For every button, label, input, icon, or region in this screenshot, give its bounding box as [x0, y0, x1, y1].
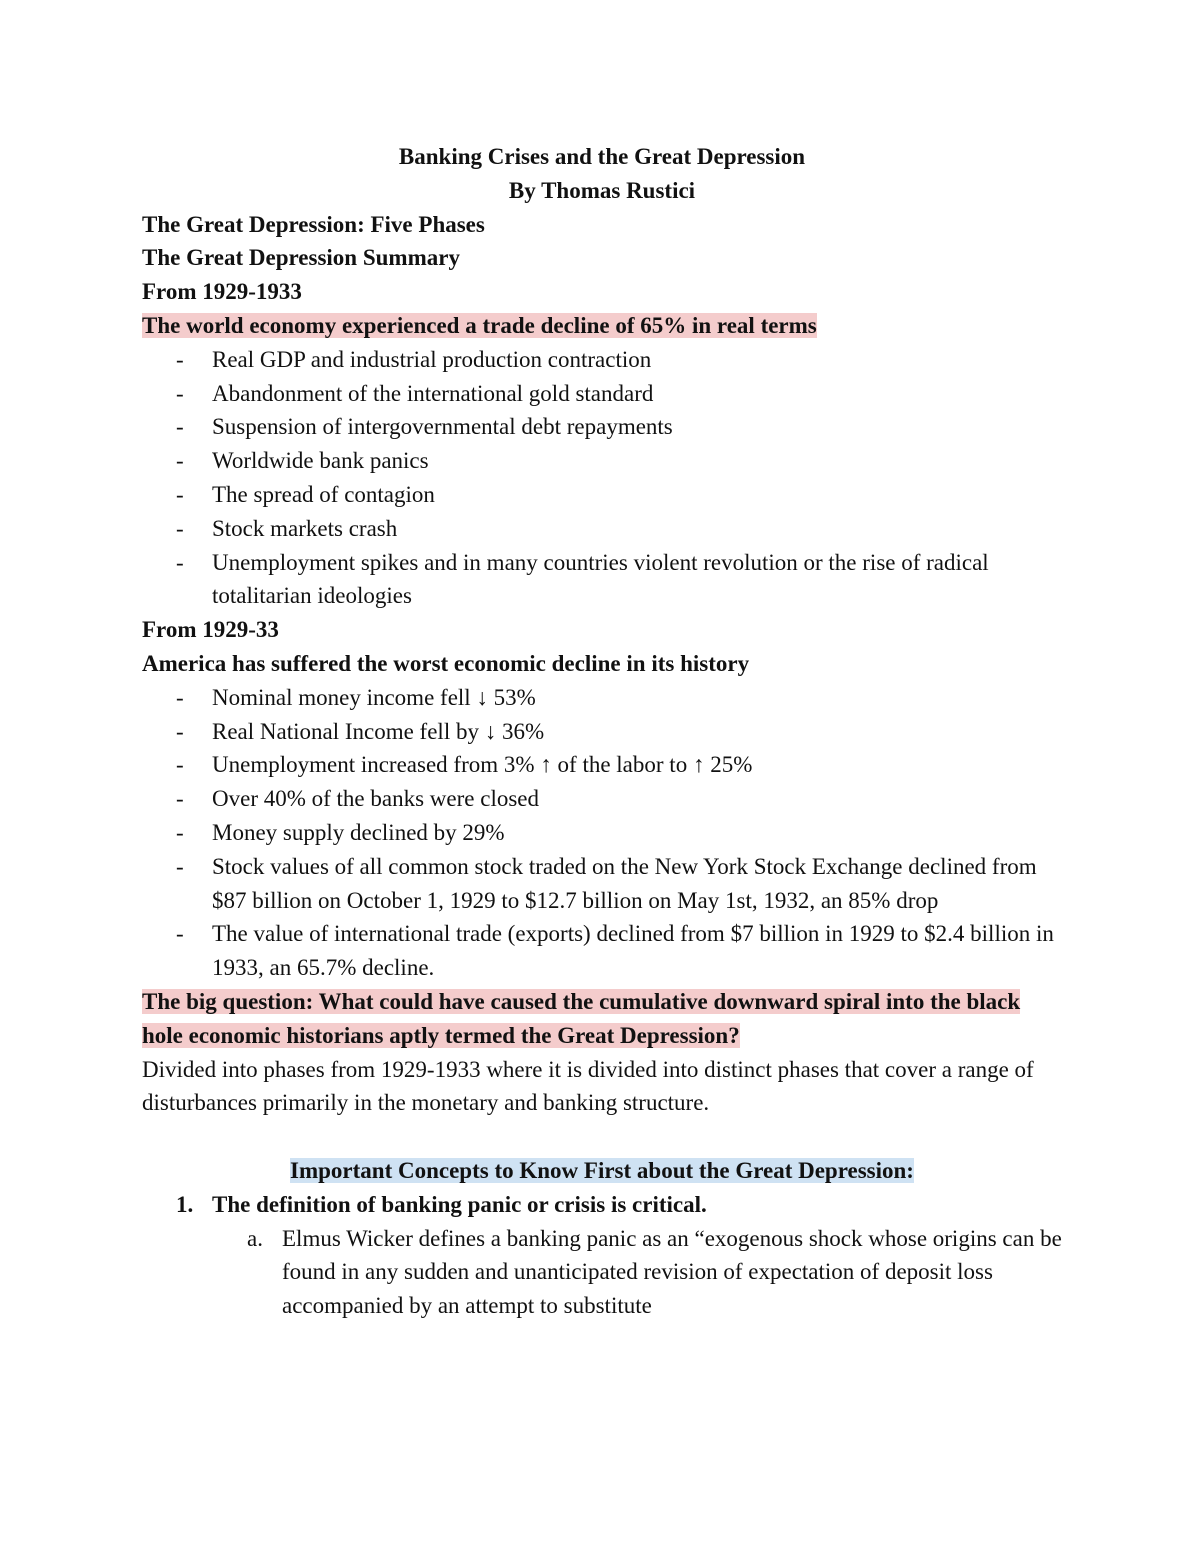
list-item [142, 1188, 1062, 1323]
list-item [142, 343, 1062, 377]
document-page [142, 140, 1062, 1323]
heading-five-phases: The Great Depression: Five Phases [142, 211, 485, 237]
list-item-text: Stock values of all common stock traded on the New York Stock Exchange declined from $87 billion on October 1, 1929 to $12.7 billion on May 1st, 1932, an 85% drop [212, 853, 1037, 913]
concepts-list [142, 1188, 1062, 1323]
section1-bullet-list [142, 343, 1062, 613]
sub-list [212, 1222, 1062, 1323]
list-item [142, 410, 1062, 444]
list-item-text: Elmus Wicker defines a banking panic as an “exogenous shock whose origins can be found in any sudden and unanticipated revision of expectation of deposit loss accompanied by an attempt to substitute [282, 1225, 1062, 1319]
list-item [212, 1222, 1062, 1323]
blank-line [142, 1120, 1062, 1154]
heading-summary: The Great Depression Summary [142, 245, 460, 271]
list-item-text: The spread of contagion [212, 481, 435, 507]
list-item [142, 715, 1062, 749]
list-item [142, 377, 1062, 411]
list-item-text: Real GDP and industrial production contraction [212, 346, 652, 372]
bullet-marker: - [176, 819, 184, 845]
bullet-marker: - [176, 515, 184, 541]
list-item-text: Over 40% of the banks were closed [212, 786, 539, 812]
list-item [142, 681, 1062, 715]
bullet-marker: - [176, 752, 184, 778]
concepts-heading-text: Important Concepts to Know First about the Great Depression: [290, 1157, 914, 1183]
bullet-marker: - [176, 786, 184, 812]
list-item-text: Real National Income fell by ↓ 36% [212, 718, 545, 744]
list-item [142, 917, 1062, 985]
section1-highlight-text: The world economy experienced a trade decline of 65% in real terms [142, 312, 817, 338]
section2-heading: America has suffered the worst economic decline in its history [142, 650, 750, 676]
section1-period: From 1929-1933 [142, 279, 302, 305]
bullet-marker: - [176, 549, 184, 575]
list-item [142, 782, 1062, 816]
list-item-text: Stock markets crash [212, 515, 398, 541]
list-item [142, 546, 1062, 614]
big-question-text: The big question: What could have caused the cumulative downward spiral into the black hole economic historians aptly termed the Great Depression? [142, 988, 1021, 1048]
concepts-heading [142, 1154, 1062, 1188]
bullet-marker: - [176, 481, 184, 507]
list-item [142, 850, 1062, 918]
section2-period: From 1929-33 [142, 617, 279, 643]
list-item-text: The value of international trade (exports) declined from $7 billion in 1929 to $2.4 billion in 1933, an 65.7% decline. [212, 921, 1054, 981]
bullet-marker: - [176, 718, 184, 744]
section2-bullet-list [142, 681, 1062, 985]
bullet-marker: - [176, 380, 184, 406]
phases-paragraph: Divided into phases from 1929-1933 where it is divided into distinct phases that cover a range of disturbances primarily in the monetary and banking structure. [142, 1056, 1034, 1116]
list-item [142, 816, 1062, 850]
bullet-marker: - [176, 346, 184, 372]
list-item [142, 478, 1062, 512]
document-author: By Thomas Rustici [508, 177, 696, 203]
list-item [142, 748, 1062, 782]
big-question [142, 985, 1062, 1053]
list-item-text: Unemployment spikes and in many countries violent revolution or the rise of radical totalitarian ideologies [212, 549, 989, 609]
list-item [142, 512, 1062, 546]
bullet-marker: - [176, 448, 184, 474]
list-item-text: Abandonment of the international gold standard [212, 380, 654, 406]
bullet-marker: - [176, 414, 184, 440]
list-item-text: Unemployment increased from 3% ↑ of the labor to ↑ 25% [212, 752, 753, 778]
list-item-text: Nominal money income fell ↓ 53% [212, 684, 536, 710]
list-item-text: Suspension of intergovernmental debt repayments [212, 414, 673, 440]
list-number: 1. [176, 1191, 194, 1217]
section1-highlight [142, 309, 1062, 343]
list-item [142, 444, 1062, 478]
bullet-marker: - [176, 921, 184, 947]
bullet-marker: - [176, 853, 184, 879]
list-item-text: Money supply declined by 29% [212, 819, 505, 845]
list-letter: a. [247, 1225, 263, 1251]
list-item-text: The definition of banking panic or crisis is critical. [212, 1191, 707, 1217]
bullet-marker: - [176, 684, 184, 710]
list-item-text: Worldwide bank panics [212, 448, 429, 474]
document-title: Banking Crises and the Great Depression [398, 144, 806, 169]
